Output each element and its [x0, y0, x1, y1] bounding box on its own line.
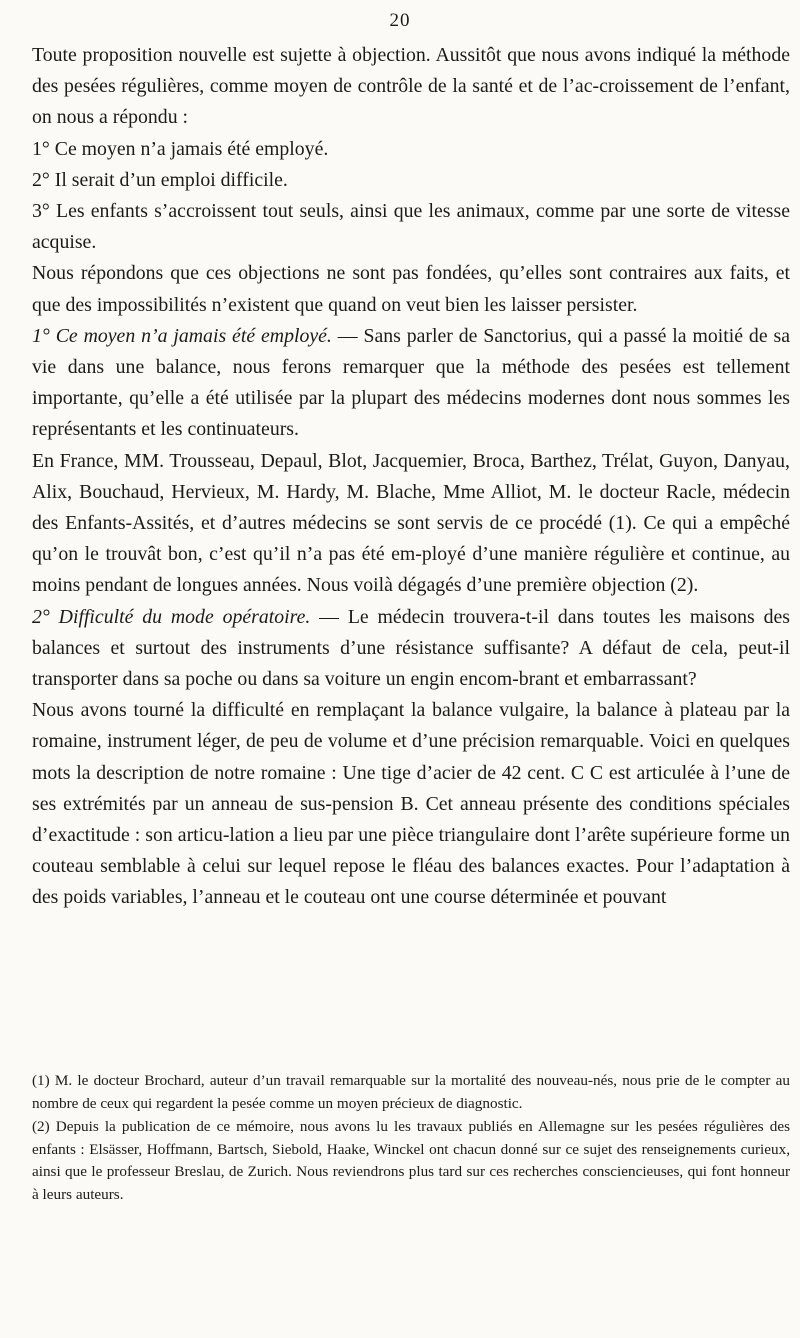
paragraph-point-1 — [32, 321, 790, 446]
paragraph-intro: Toute proposition nouvelle est sujette à objection. Aussitôt que nous avons indiqué la méthode des pesées régulières, comme moyen de contrôle de la santé et de l’ac-croissement de l’enfant, on nous a répondu : — [32, 44, 790, 129]
point-2-text: — Le médecin trouvera-t-il dans toutes les maisons des balances et surtout des instruments d’une résistance suffisante? A défaut de cela, peut-il transporter dans sa poche ou dans sa voiture un engin encom-brant et embarrassant? — [32, 605, 790, 691]
body-text — [32, 40, 790, 914]
objection-3: 3° Les enfants s’accroissent tout seuls, ainsi que les animaux, comme par une sorte de vitesse acquise. — [32, 200, 790, 254]
footnotes — [32, 1070, 790, 1208]
footnote-1: (1) M. le docteur Brochard, auteur d’un travail remarquable sur la mortalité des nouveau-nés, nous prie de le compter au nombre de ceux qui regardent la pesée comme un moyen précieux de diagnostic. — [32, 1072, 790, 1112]
paragraph-point-2 — [32, 602, 790, 696]
footnote-2: (2) Depuis la publication de ce mémoire, nous avons lu les travaux publiés en Allemagne sur les pesées régulières des enfants : Elsässer, Hoffmann, Bartsch, Siebold, Haake, Winckel ont chacun donné sur ce sujet des renseignements curieux, ainsi que le professeur Breslau, de Zurich. Nous reviendrons plus tard sur ces recherches consciencieuses, qui font honneur à leurs auteurs. — [32, 1118, 790, 1203]
point-1-text: — Sans parler de Sanctorius, qui a passé la moitié de sa vie dans une balance, nous ferons remarquer que la méthode des pesées est tellement importante, qu’elle a été utilisée par la plupart des médecins modernes dont nous sommes les représentants et les continuateurs. — [32, 324, 790, 441]
objection-2: 2° Il serait d’un emploi difficile. — [32, 168, 288, 191]
page-number: 20 — [389, 10, 411, 31]
heading-point-2: 2° Difficulté du mode opératoire. — [32, 605, 311, 628]
paragraph-romaine: Nous avons tourné la difficulté en remplaçant la balance vulgaire, la balance à plateau par la romaine, instrument léger, de peu de volume et d’une précision remarquable. Voici en quelques mots la description de notre romaine : Une tige d’acier de 42 cent. C C est articulée à l’une de ses extrémités par un anneau de sus-pension B. Cet anneau présente des conditions spéciales d’exactitude : son articu-lation a lieu par une pièce triangulaire dont l’arête supérieure forme un couteau semblable à celui sur lequel repose le fléau des balances exactes. Pour l’adaptation à des poids variables, l’anneau et le couteau ont une course déterminée et pouvant — [32, 699, 790, 909]
heading-point-1: 1° Ce moyen n’a jamais été employé. — [32, 324, 332, 347]
paragraph-france: En France, MM. Trousseau, Depaul, Blot, Jacquemier, Broca, Barthez, Trélat, Guyon, Danyau, Alix, Bouchaud, Hervieux, M. Hardy, M. Blache, Mme Alliot, M. le docteur Racle, médecin des Enfants-Assités, et d’autres médecins se sont servis de ce procédé (1). Ce qui a empêché qu’on le trouvât bon, c’est qu’il n’a pas été em-ployé d’une manière régulière et continue, au moins pendant de longues années. Nous voilà dégagés d’une première objection (2). — [32, 449, 790, 597]
objection-1: 1° Ce moyen n’a jamais été employé. — [32, 137, 329, 160]
paragraph-response: Nous répondons que ces objections ne sont pas fondées, qu’elles sont contraires aux faits, et que des impossibilités n’existent que quand on veut bien les laisser persister. — [32, 262, 790, 316]
